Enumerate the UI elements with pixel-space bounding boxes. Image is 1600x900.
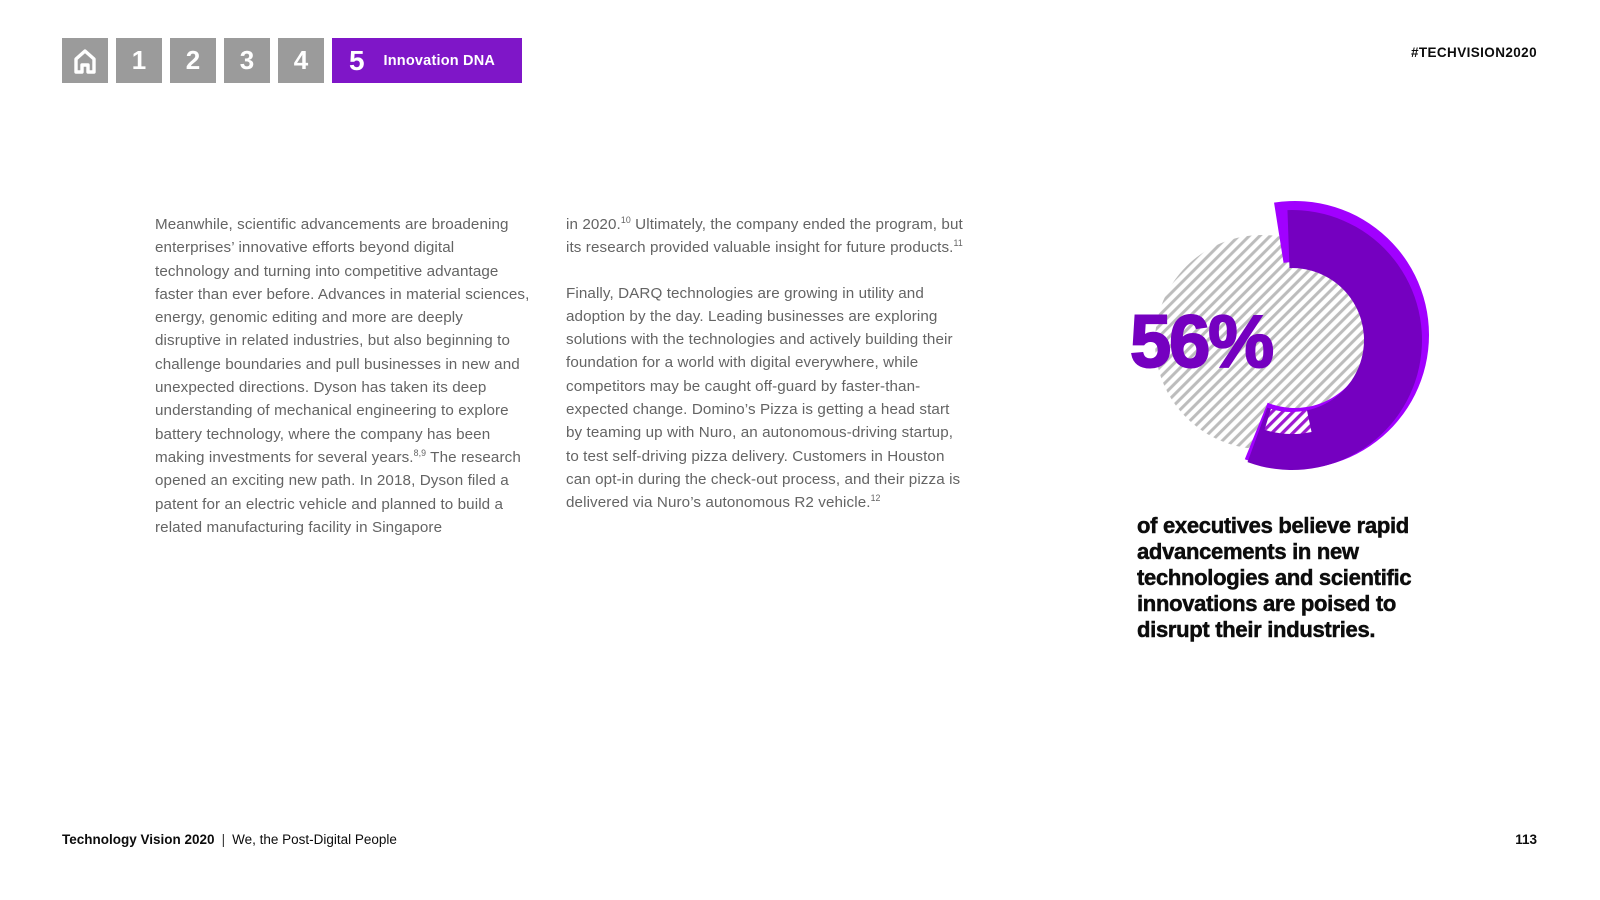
chapter-tab-5-active[interactable] bbox=[332, 38, 522, 83]
body-paragraph-1: Meanwhile, scientific advancements are broadening enterprises’ innovative efforts beyond digital technology and turning into competitive advantage faster than ever before. Advances in material sciences, energy, genomic editing and more are deeply disruptive in related industries, but also beginning to challenge boundaries and pull businesses in new and unexpected directions. Dyson has taken its deep understanding of mechanical engineering to explore battery technology, where the company has been making investments for several years.$^{8,9}$ The research opened an exciting new path. In 2018, Dyson filed a patent for an electric vehicle and planned to build a related manufacturing facility in Singapore bbox=[155, 216, 530, 536]
active-chapter-number: 5 bbox=[349, 44, 365, 76]
hashtag-techvision2020: #TECHVISION2020 bbox=[1410, 45, 1537, 60]
stat-caption: of executives believe rapid advancements in new technologies and scientific innovations are poised to disrupt their industries. bbox=[1137, 513, 1412, 642]
body-column-1 bbox=[155, 213, 533, 539]
chapter-nav bbox=[62, 38, 522, 83]
body-column-2 bbox=[566, 213, 968, 515]
home-icon bbox=[70, 46, 100, 76]
home-tab[interactable] bbox=[62, 38, 108, 83]
active-chapter-label: Innovation DNA bbox=[383, 52, 496, 69]
footer-report-title: Technology Vision 2020 bbox=[62, 832, 215, 847]
chapter-tab-4[interactable]: 4 bbox=[278, 38, 324, 83]
footer bbox=[62, 832, 397, 847]
chapter-tab-3[interactable]: 3 bbox=[224, 38, 270, 83]
footer-report-subtitle: We, the Post-Digital People bbox=[232, 832, 397, 847]
chapter-tab-2[interactable]: 2 bbox=[170, 38, 216, 83]
chapter-tab-1[interactable]: 1 bbox=[116, 38, 162, 83]
body-paragraph-2: in 2020.10 Ultimately, the company ended the program, but its research provided valuable insight for future products.$^{11}$ bbox=[566, 214, 963, 257]
page-number: 113 bbox=[1515, 832, 1537, 847]
stat-value-56-percent: 56% bbox=[1130, 300, 1273, 383]
body-paragraph-3: Finally, DARQ technologies are growing in utility and adoption by the day. Leading businesses are exploring solutions with the technologies and actively building their foundation for a world with digital everywhere, while competitors may be caught off-guard by faster-than-expected change. Domino’s Pizza is getting a head start by teaming up with Nuro, an autonomous-driving startup, to test self-driving pizza delivery. Customers in Houston can opt-in during the check-out process, and their pizza is delivered via Nuro’s autonomous R2 vehicle.$^{12}$ bbox=[566, 284, 961, 512]
donut-arc-hatched-tail bbox=[1265, 409, 1312, 434]
footer-separator: | bbox=[221, 832, 226, 847]
